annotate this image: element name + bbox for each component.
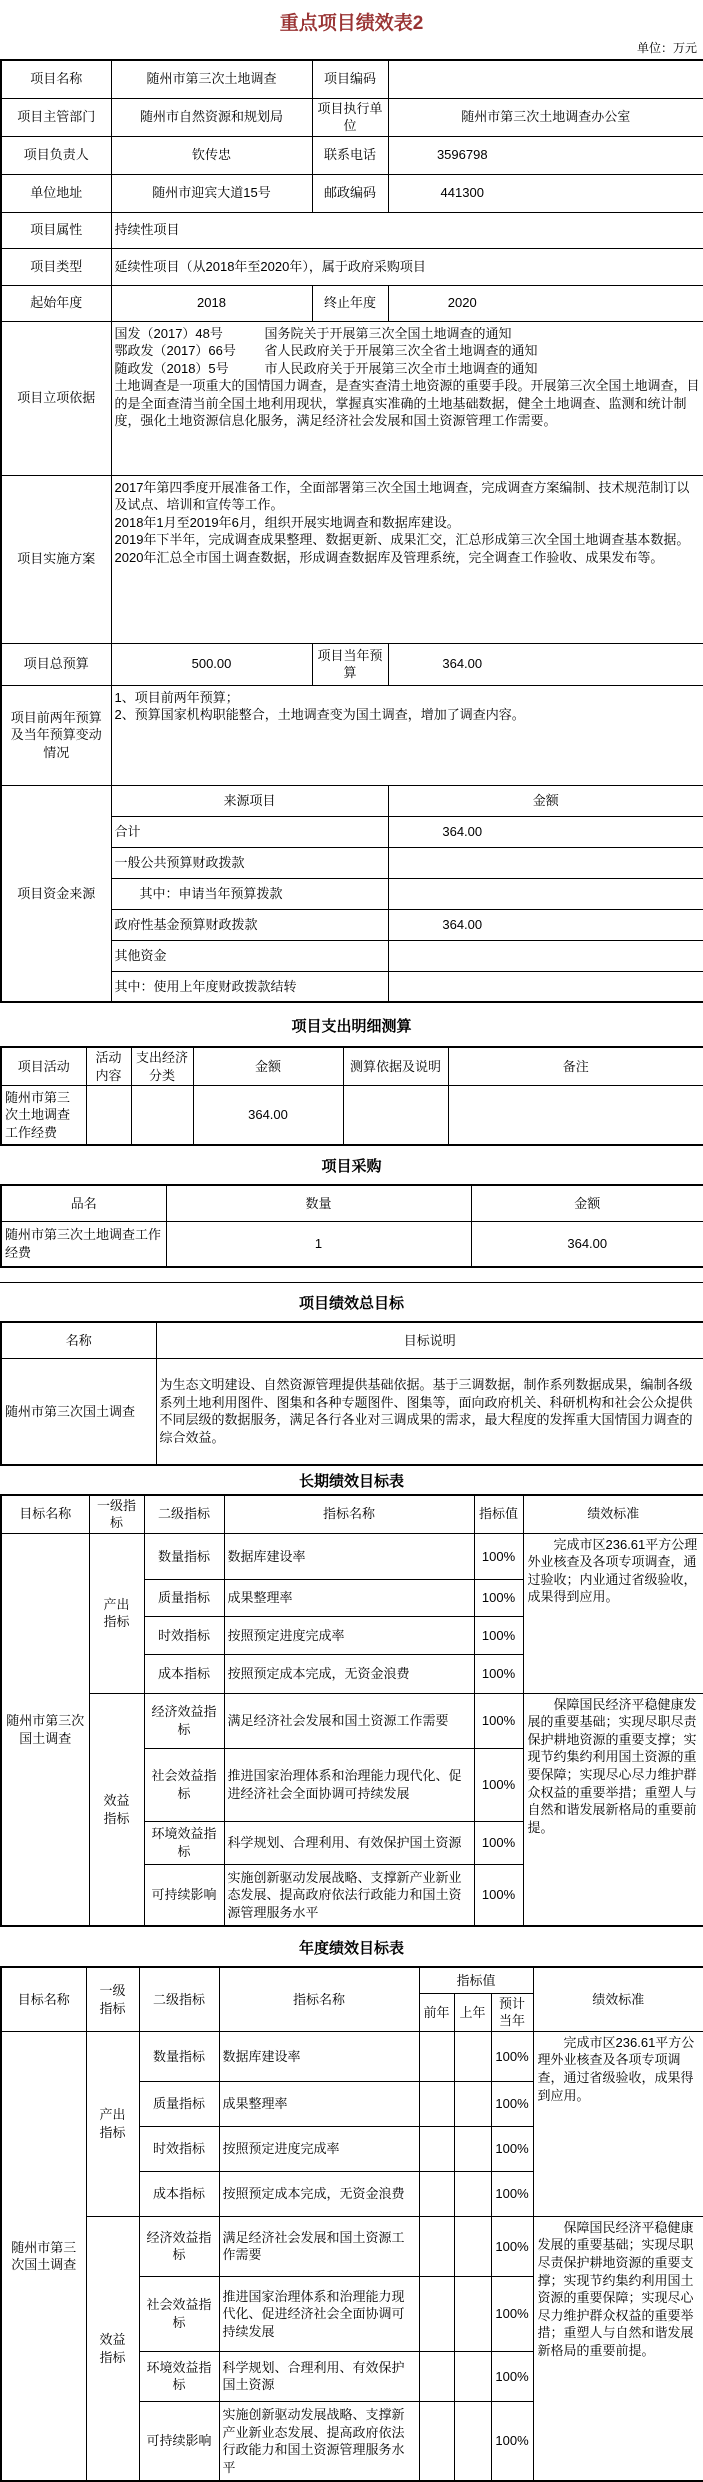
level2-indicator-cell: 数量指标 <box>139 2031 219 2081</box>
funding-amount <box>388 971 703 1002</box>
basis-doc-line <box>115 342 701 360</box>
attribute-label: 项目属性 <box>1 212 111 248</box>
basis-paragraph: 土地调查是一项重大的国情国力调查，是查实查清土地资源的重要手段。开展第三次全国土地调查，目的是全面查清当前全国土地利用现状，掌握真实准确的土地基础数据，健全土地调查、监测和统计制度，强化土地资源信息化服务，满足经济社会发展和国土资源管理工作需要。 <box>114 378 700 429</box>
address-value: 随州市迎宾大道15号 <box>111 174 312 212</box>
level2-indicator-cell: 成本指标 <box>139 2171 219 2216</box>
longterm-output-standard: 完成市区236.61平方公理外业核查及各项专项调查，通过验收；内业通过省级验收，成果得到应用。 <box>523 1533 703 1693</box>
indicator-name-cell: 科学规划、合理利用、有效保护国土资源 <box>224 1821 474 1864</box>
procurement-header-row <box>1 1185 703 1222</box>
longterm-output-label: 产出指标 <box>89 1533 144 1693</box>
annual-benefit-label: 效益指标 <box>86 2216 139 2481</box>
exec-unit-label: 项目执行单位 <box>312 98 388 136</box>
basis-content <box>111 321 703 475</box>
value-prev1-cell <box>454 2126 491 2171</box>
indicator-name-cell: 数据库建设率 <box>219 2031 419 2081</box>
plan-line: 2018年1月至2019年6月，组织开展实地调查和数据库建设。 <box>114 514 460 530</box>
level2-indicator-cell: 环境效益指标 <box>144 1821 224 1864</box>
indicator-value-cell: 100% <box>474 1821 523 1864</box>
annual-header-goal: 目标名称 <box>1 1967 86 2031</box>
overall-goal-data-row <box>1 1359 703 1465</box>
indicator-value-cell: 100% <box>474 1616 523 1654</box>
overall-goal-header-name: 名称 <box>1 1322 156 1359</box>
section-title-annual: 年度绩效目标表 <box>298 1940 404 1958</box>
funding-amount: 364.00 <box>388 909 703 940</box>
overall-goal-table <box>0 1321 703 1466</box>
value-current-cell: 100% <box>491 2171 533 2216</box>
indicator-name-cell: 推进国家治理体系和治理能力现代化、促进经济社会全面协调可持续发展 <box>224 1748 474 1821</box>
longterm-header-goal: 目标名称 <box>1 1495 89 1534</box>
dept-value: 随州市自然资源和规划局 <box>111 98 312 136</box>
funding-amount <box>388 940 703 971</box>
expense-header-amount: 金额 <box>193 1047 343 1086</box>
expense-table <box>0 1046 703 1146</box>
annual-output-standard: 完成市区236.61平方公理外业核查及各项专项调查，通过省级验收，成果得到应用。 <box>533 2031 703 2216</box>
indicator-name-cell: 推进国家治理体系和治理能力现代化、促进经济社会全面协调可持续发展 <box>219 2276 419 2351</box>
annual-output-label: 产出指标 <box>86 2031 139 2216</box>
project-code-label: 项目编码 <box>312 60 388 98</box>
indicator-name-cell: 满足经济社会发展和国土资源工作需要 <box>219 2216 419 2276</box>
longterm-goal-name: 随州市第三次国土调查 <box>1 1533 89 1926</box>
indicator-name-cell: 按照预定进度完成率 <box>219 2126 419 2171</box>
procurement-header-amount: 金额 <box>471 1185 703 1222</box>
value-current-cell: 100% <box>491 2081 533 2126</box>
procurement-qty: 1 <box>166 1222 471 1267</box>
longterm-goal-table <box>0 1494 703 1928</box>
funding-source-name: 政府性基金预算财政拨款 <box>111 909 388 940</box>
basis-doc-line <box>115 325 701 343</box>
expense-header-activity: 项目活动 <box>1 1047 86 1086</box>
level2-indicator-cell: 可持续影响 <box>139 2401 219 2481</box>
dept-label: 项目主管部门 <box>1 98 111 136</box>
page-title: 重点项目绩效表2 <box>279 13 424 34</box>
indicator-name-cell: 按照预定成本完成，无资金浪费 <box>219 2171 419 2216</box>
level2-indicator-cell: 质量指标 <box>144 1579 224 1616</box>
type-value: 延续性项目（从2018年至2020年），属于政府采购项目 <box>111 248 703 285</box>
indicator-name-cell: 按照预定进度完成率 <box>224 1616 474 1654</box>
longterm-header-row <box>1 1495 703 1534</box>
plan-line: 2019年下半年，完成调查成果整理、数据更新、成果汇交，汇总形成第三次全国土地调查基本数据。 <box>114 532 690 548</box>
funding-amount <box>388 878 703 909</box>
leader-value: 钦传忠 <box>111 136 312 174</box>
annual-goal-table <box>0 1966 703 2482</box>
annual-header-prev2: 前年 <box>419 1993 454 2031</box>
project-code-value <box>388 60 703 98</box>
value-current-cell: 100% <box>491 2276 533 2351</box>
type-label: 项目类型 <box>1 248 111 285</box>
expense-header-content: 活动内容 <box>86 1047 131 1086</box>
table-row <box>1 212 703 248</box>
section-title-expense: 项目支出明细测算 <box>291 1018 412 1036</box>
annual-row <box>1 2031 703 2081</box>
level2-indicator-cell: 社会效益指标 <box>139 2276 219 2351</box>
annual-goal-name: 随州市第三次国土调查 <box>1 2031 86 2481</box>
procurement-header-qty: 数量 <box>166 1185 471 1222</box>
level2-indicator-cell: 可持续影响 <box>144 1864 224 1926</box>
doc-title: 市人民政府关于开展第三次全市土地调查的通知 <box>264 360 538 376</box>
table-row <box>1 321 703 475</box>
project-name-label: 项目名称 <box>1 60 111 98</box>
longterm-header-value: 指标值 <box>474 1495 523 1534</box>
plan-content <box>111 475 703 643</box>
basis-doc-line <box>115 360 701 378</box>
expense-activity: 随州市第三次土地调查工作经费 <box>1 1086 86 1145</box>
funding-source-header: 来源项目 <box>111 785 388 816</box>
section-title-overall-goal: 项目绩效总目标 <box>298 1294 404 1312</box>
annual-row <box>1 2216 703 2276</box>
procurement-amount: 364.00 <box>471 1222 703 1267</box>
expense-amount: 364.00 <box>193 1086 343 1145</box>
value-prev2-cell <box>419 2171 454 2216</box>
value-current-cell: 100% <box>491 2216 533 2276</box>
basis-label: 项目立项依据 <box>1 321 111 475</box>
value-prev2-cell <box>419 2126 454 2171</box>
longterm-header-level1: 一级指标 <box>89 1495 144 1534</box>
annual-header-standard: 绩效标准 <box>533 1967 703 2031</box>
level2-indicator-cell: 经济效益指标 <box>139 2216 219 2276</box>
indicator-name-cell: 成果整理率 <box>219 2081 419 2126</box>
table-row <box>1 248 703 285</box>
phone-label: 联系电话 <box>312 136 388 174</box>
plan-line: 2017年第四季度开展准备工作，全面部署第三次全国土地调查，完成调查方案编制、技术规范制订以及试点、培训和宣传等工作。 <box>114 479 690 513</box>
expense-header-category: 支出经济分类 <box>131 1047 193 1086</box>
address-label: 单位地址 <box>1 174 111 212</box>
expense-content <box>86 1086 131 1145</box>
expense-header-note: 备注 <box>448 1047 703 1086</box>
budget-change-line: 1、项目前两年预算； <box>114 689 239 705</box>
annual-header-row <box>1 1967 703 1993</box>
table-row <box>1 475 703 643</box>
expense-category <box>131 1086 193 1145</box>
section-title-longterm: 长期绩效目标表 <box>298 1472 404 1490</box>
procurement-name: 随州市第三次土地调查工作经费 <box>1 1222 166 1267</box>
indicator-name-cell: 成果整理率 <box>224 1579 474 1616</box>
start-year-label: 起始年度 <box>1 285 111 321</box>
value-prev2-cell <box>419 2276 454 2351</box>
value-prev1-cell <box>454 2081 491 2126</box>
value-prev2-cell <box>419 2351 454 2401</box>
overall-goal-header-row <box>1 1322 703 1359</box>
table-row <box>1 174 703 212</box>
postcode-value: 441300 <box>388 174 703 212</box>
funding-source-name: 其中：使用上年度财政拨款结转 <box>111 971 388 1002</box>
value-current-cell: 100% <box>491 2351 533 2401</box>
table-row <box>1 285 703 321</box>
budget-change-content <box>111 685 703 785</box>
budget-change-line: 2、预算国家机构职能整合，土地调查变为国土调查，增加了调查内容。 <box>114 707 525 723</box>
basic-info-table <box>0 59 703 1003</box>
indicator-name-cell: 满足经济社会发展和国土资源工作需要 <box>224 1693 474 1748</box>
value-current-cell: 100% <box>491 2031 533 2081</box>
doc-title: 国务院关于开展第三次全国土地调查的通知 <box>264 325 512 341</box>
indicator-name-cell: 科学规划、合理利用、有效保护国土资源 <box>219 2351 419 2401</box>
longterm-benefit-label: 效益指标 <box>89 1693 144 1926</box>
procurement-table <box>0 1184 703 1268</box>
funding-source-name: 其他资金 <box>111 940 388 971</box>
expense-basis <box>343 1086 448 1145</box>
funding-source-name: 其中：申请当年预算拨款 <box>111 878 388 909</box>
expense-note <box>448 1086 703 1145</box>
postcode-label: 邮政编码 <box>312 174 388 212</box>
indicator-value-cell: 100% <box>474 1864 523 1926</box>
level2-indicator-cell: 环境效益指标 <box>139 2351 219 2401</box>
expense-data-row <box>1 1086 703 1145</box>
section-title-procurement: 项目采购 <box>321 1157 382 1175</box>
annual-header-level2: 二级指标 <box>139 1967 219 2031</box>
overall-goal-name: 随州市第三次国土调查 <box>1 1359 156 1465</box>
table-row <box>1 785 703 816</box>
value-prev1-cell <box>454 2171 491 2216</box>
start-year-value: 2018 <box>111 285 312 321</box>
total-budget-value: 500.00 <box>111 643 312 685</box>
funding-label: 项目资金来源 <box>1 785 111 1002</box>
doc-title: 省人民政府关于开展第三次全省土地调查的通知 <box>264 343 538 359</box>
table-row <box>1 60 703 98</box>
end-year-label: 终止年度 <box>312 285 388 321</box>
value-prev2-cell <box>419 2031 454 2081</box>
exec-unit-value: 随州市第三次土地调查办公室 <box>388 98 703 136</box>
level2-indicator-cell: 社会效益指标 <box>144 1748 224 1821</box>
attribute-value: 持续性项目 <box>111 212 703 248</box>
annual-header-prev1: 上年 <box>454 1993 491 2031</box>
indicator-name-cell: 实施创新驱动发展战略、支撑新产业新业态发展、提高政府依法行政能力和国土资源管理服务水平 <box>219 2401 419 2481</box>
value-prev2-cell <box>419 2401 454 2481</box>
table-row <box>1 136 703 174</box>
funding-amount <box>388 847 703 878</box>
plan-label: 项目实施方案 <box>1 475 111 643</box>
procurement-data-row <box>1 1222 703 1267</box>
indicator-value-cell: 100% <box>474 1693 523 1748</box>
value-prev1-cell <box>454 2351 491 2401</box>
funding-source-name: 一般公共预算财政拨款 <box>111 847 388 878</box>
value-current-cell: 100% <box>491 2126 533 2171</box>
indicator-value-cell: 100% <box>474 1533 523 1579</box>
level2-indicator-cell: 成本指标 <box>144 1654 224 1693</box>
longterm-row <box>1 1533 703 1579</box>
value-prev2-cell <box>419 2216 454 2276</box>
value-prev2-cell <box>419 2081 454 2126</box>
indicator-name-cell: 按照预定成本完成，无资金浪费 <box>224 1654 474 1693</box>
level2-indicator-cell: 时效指标 <box>139 2126 219 2171</box>
annual-benefit-standard: 保障国民经济平稳健康发展的重要基础；实现尽职尽责保护耕地资源的重要支撑；实现节约集约利用国土资源的重要保障；实现尽心尽力维护群众权益的重要举措；重塑人与自然和谐发展新格局的重要前提。 <box>533 2216 703 2481</box>
leader-label: 项目负责人 <box>1 136 111 174</box>
longterm-benefit-standard: 保障国民经济平稳健康发展的重要基础；实现尽职尽责保护耕地资源的重要支撑；实现节约集约利用国土资源的重要保障；实现尽心尽力维护群众权益的重要举措；重塑人与自然和谐发展新格局的重要前提。 <box>523 1693 703 1926</box>
annual-header-current: 预计当年 <box>491 1993 533 2031</box>
plan-line: 2020年汇总全市国土调查数据，形成调查数据库及管理系统，完全调查工作验收、成果发布等。 <box>114 549 664 565</box>
table-row <box>1 643 703 685</box>
end-year-value: 2020 <box>388 285 703 321</box>
annual-header-indicator: 指标名称 <box>219 1967 419 2031</box>
value-prev1-cell <box>454 2401 491 2481</box>
annual-header-level1: 一级指标 <box>86 1967 139 2031</box>
level2-indicator-cell: 数量指标 <box>144 1533 224 1579</box>
overall-goal-description: 为生态文明建设、自然资源管理提供基础依据。基于三调数据，制作系列数据成果，编制各级系列土地利用图件、图集和各种专题图件、图集等，面向政府机关、科研机构和社会公众提供不同层级的数据服务，满足各行各业对三调成果的需求，最大程度的发挥重大国情国力调查的综合效益。 <box>156 1359 703 1465</box>
value-prev1-cell <box>454 2031 491 2081</box>
longterm-header-level2: 二级指标 <box>144 1495 224 1534</box>
expense-header-basis: 测算依据及说明 <box>343 1047 448 1086</box>
table-row <box>1 685 703 785</box>
indicator-value-cell: 100% <box>474 1579 523 1616</box>
procurement-header-name: 品名 <box>1 1185 166 1222</box>
annual-header-value-group: 指标值 <box>419 1967 533 1993</box>
doc-number: 鄂政发（2017）66号 <box>114 343 236 359</box>
table-row <box>1 98 703 136</box>
doc-number: 随政发（2018）5号 <box>114 360 229 376</box>
budget-change-label: 项目前两年预算及当年预算变动情况 <box>1 685 111 785</box>
level2-indicator-cell: 时效指标 <box>144 1616 224 1654</box>
value-prev1-cell <box>454 2216 491 2276</box>
level2-indicator-cell: 质量指标 <box>139 2081 219 2126</box>
unit-note: 单位：万元 <box>636 41 697 55</box>
funding-amount: 364.00 <box>388 816 703 847</box>
phone-value: 3596798 <box>388 136 703 174</box>
value-prev1-cell <box>454 2276 491 2351</box>
project-name-value: 随州市第三次土地调查 <box>111 60 312 98</box>
expense-header-row <box>1 1047 703 1086</box>
level2-indicator-cell: 经济效益指标 <box>144 1693 224 1748</box>
funding-source-name: 合计 <box>111 816 388 847</box>
year-budget-value: 364.00 <box>388 643 703 685</box>
section-divider <box>0 1268 703 1283</box>
indicator-name-cell: 数据库建设率 <box>224 1533 474 1579</box>
longterm-header-standard: 绩效标准 <box>523 1495 703 1534</box>
longterm-row <box>1 1693 703 1748</box>
indicator-value-cell: 100% <box>474 1654 523 1693</box>
doc-number: 国发（2017）48号 <box>114 325 223 341</box>
overall-goal-header-desc: 目标说明 <box>156 1322 703 1359</box>
funding-amount-header: 金额 <box>388 785 703 816</box>
value-current-cell: 100% <box>491 2401 533 2481</box>
indicator-value-cell: 100% <box>474 1748 523 1821</box>
longterm-header-indicator: 指标名称 <box>224 1495 474 1534</box>
year-budget-label: 项目当年预算 <box>312 643 388 685</box>
indicator-name-cell: 实施创新驱动发展战略、支撑新产业新业态发展、提高政府依法行政能力和国土资源管理服务水平 <box>224 1864 474 1926</box>
total-budget-label: 项目总预算 <box>1 643 111 685</box>
